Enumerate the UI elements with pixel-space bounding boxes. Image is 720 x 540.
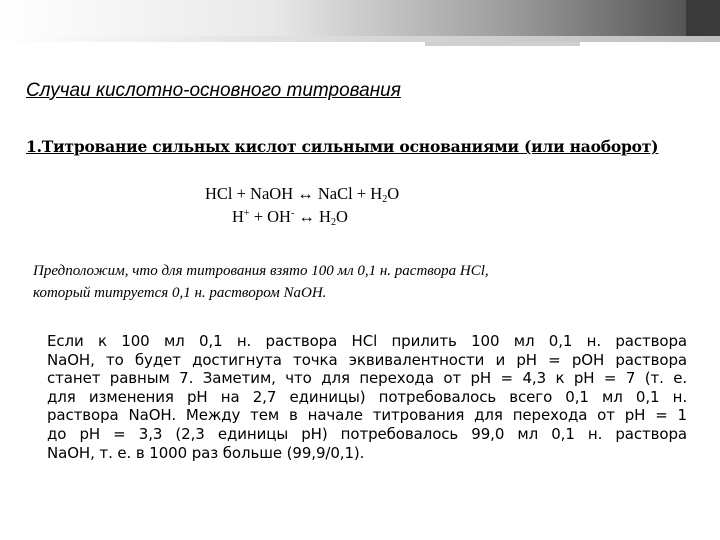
reaction-equation-molecular	[205, 184, 399, 205]
eq2-d: O	[335, 207, 348, 226]
scan-line: Если к 100 мл 0,1 н. раствора HCl прилить 100 мл 0,1 н. раствора	[47, 332, 687, 350]
scan-line: до pH = 3,3 (2,3 единицы pH) потребовалось 99,0 мл 0,1 н. раствора	[47, 424, 687, 443]
eq2-c: ↔ H	[294, 207, 331, 226]
scan-line: для изменения pH на 2,7 единицы) потребовалось всего 0,1 мл 0,1 н.	[47, 387, 687, 406]
intro-line: Предположим, что для титрования взято 100 мл 0,1 н. раствора HCl,	[33, 263, 489, 279]
eq2-b: + OH	[249, 207, 291, 226]
reaction-equation-ionic	[232, 207, 348, 228]
scanned-text-block	[47, 332, 687, 462]
slide-title: Случаи кислотно-основного титрования	[26, 80, 401, 101]
slide-header-bar	[0, 0, 720, 36]
intro-line: который титруется 0,1 н. раствором NaOH.	[33, 285, 327, 301]
eq2-sup-a: +	[243, 208, 250, 219]
intro-paragraph	[33, 260, 693, 304]
header-gradient	[0, 0, 686, 36]
eq1-right: O	[387, 184, 400, 203]
header-edge	[0, 36, 720, 42]
header-dark-block	[686, 0, 720, 36]
eq1-left: HCl + NaOH ↔ NaCl + H	[205, 184, 383, 203]
eq2-a: H	[232, 207, 244, 226]
eq2-subscript: 2	[330, 217, 336, 228]
scan-line: станет равным 7. Заметим, что для перехода от pH = 4,3 к pH = 7 (т. е.	[47, 369, 687, 388]
eq2-sup-b: -	[290, 208, 295, 219]
section-heading: 1.Титрование сильных кислот сильными основаниями (или наоборот)	[26, 137, 659, 156]
scan-line: раствора NaOH. Между тем в начале титрования для перехода от pH = 1	[47, 406, 687, 425]
eq1-subscript: 2	[382, 194, 388, 205]
header-accent-line	[425, 42, 580, 46]
scan-line: NaOH, т. е. в 1000 раз больше (99,9/0,1).	[47, 443, 365, 462]
scan-line: NaOH, то будет достигнута точка эквивалентности и pH = pOH раствора	[47, 350, 687, 369]
